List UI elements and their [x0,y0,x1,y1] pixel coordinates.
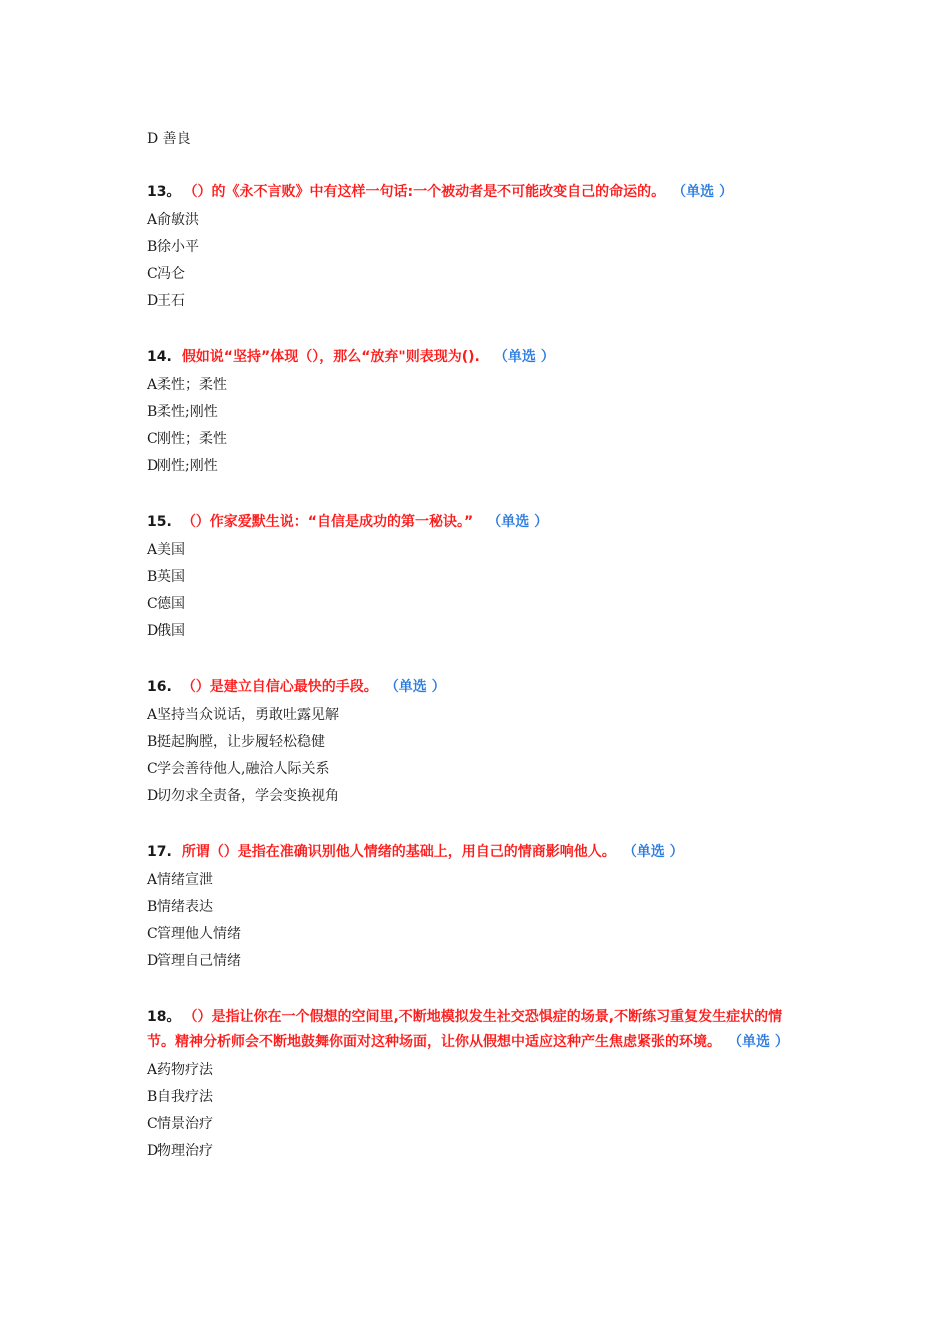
option-b [147,894,807,921]
question-stem [147,840,807,865]
question-text: （）是指让你在一个假想的空间里,不断地模拟发生社交恐惧症的场景,不断练习重复发生症状的情节。精神分析师会不断地鼓舞你面对这种场面，让你从假想中适应这种产生焦虑紧张的环境。 [147,1009,783,1050]
question-text: 假如说“坚持”体现（），那么“放弃"则表现为(). [181,349,480,365]
question-15 [147,510,807,645]
option-text: 情绪宣泄 [157,872,213,888]
question-type-label: （单选 ） [679,184,733,200]
question-type-label: （单选 ） [629,844,684,860]
option-text: 徐小平 [157,239,199,255]
option-letter: A [147,707,158,723]
option-a [147,867,807,894]
question-text: 所谓（）是指在准确识别他人情绪的基础上，用自己的情商影响他人。 [181,844,616,860]
option-text: 刚性；柔性 [157,431,227,447]
question-stem [147,675,807,700]
option-c [147,426,807,453]
question-type-label: （单选 ） [493,349,555,365]
option-a [147,372,807,399]
question-14 [147,345,807,480]
quiz-page [147,128,807,1195]
option-letter: C [147,761,158,777]
option-d [147,948,807,975]
option-text: 管理他人情绪 [157,926,241,942]
question-16 [147,675,807,810]
option-d [147,618,807,645]
option-text: 药物疗法 [157,1062,213,1078]
option-b [147,234,807,261]
option-text: 管理自己情绪 [157,953,241,969]
option-b [147,399,807,426]
option-letter: C [147,926,158,942]
question-stem [147,1005,807,1055]
option-text: 物理治疗 [157,1143,213,1159]
option-d [147,453,807,480]
option-text: 学会善待他人,融洽人际关系 [157,761,330,777]
option-b [147,729,807,756]
option-text: 王石 [157,293,185,309]
option-letter: D [147,1143,159,1159]
option-d [147,288,807,315]
question-17 [147,840,807,975]
option-letter: B [147,899,158,915]
option-text: 德国 [157,596,185,612]
option-c [147,756,807,783]
option-text: 刚性;刚性 [157,458,218,474]
question-stem [147,510,807,535]
option-text: 自我疗法 [157,1089,213,1105]
question-type-label: （单选 ） [735,1034,789,1050]
option-letter: D [147,458,159,474]
question-type-label: （单选 ） [391,679,446,695]
question-number: 17. [147,844,172,860]
option-text: 俄国 [157,623,185,639]
option-letter: B [147,404,158,420]
option-text: 柔性；柔性 [157,377,227,393]
option-c [147,591,807,618]
option-letter: C [147,266,158,282]
question-text: （）作家爱默生说：“自信是成功的第一秘诀。” [181,514,474,530]
option-a [147,207,807,234]
question-text: （）的《永不言败》中有这样一句话:一个被动者是不可能改变自己的命运的。 [190,184,666,200]
option-text: 挺起胸膛，让步履轻松稳健 [157,734,325,750]
option-text: 英国 [157,569,185,585]
option-text: 俞敏洪 [157,212,199,228]
option-c [147,921,807,948]
option-text: 切勿求全责备，学会变换视角 [157,788,339,804]
option-text: 美国 [157,542,185,558]
question-text: （）是建立自信心最快的手段。 [181,679,378,695]
option-letter: D [147,953,159,969]
question-stem [147,180,807,205]
option-text: 情绪表达 [157,899,213,915]
question-number: 13。 [147,184,181,200]
option-text: 冯仑 [157,266,185,282]
option-text: 坚持当众说话，勇敢吐露见解 [157,707,339,723]
option-d [147,1138,807,1165]
question-stem [147,345,807,370]
option-text: 柔性;刚性 [157,404,218,420]
option-letter: B [147,569,158,585]
question-13 [147,180,807,315]
option-letter: A [147,1062,158,1078]
option-letter: C [147,1116,158,1132]
option-a [147,537,807,564]
option-b [147,564,807,591]
option-letter: A [147,542,158,558]
option-d-previous-question: D 善良 [147,131,191,147]
option-c [147,1111,807,1138]
question-number: 18。 [147,1009,181,1025]
question-number: 16. [147,679,172,695]
question-number: 14. [147,349,172,365]
option-a [147,1057,807,1084]
option-letter: A [147,212,158,228]
option-letter: B [147,239,158,255]
option-letter: A [147,872,158,888]
question-number: 15. [147,514,172,530]
question-type-label: （单选 ） [487,514,549,530]
option-b [147,1084,807,1111]
option-letter: B [147,734,158,750]
option-d [147,783,807,810]
option-letter: B [147,1089,158,1105]
option-c [147,261,807,288]
question-18 [147,1005,807,1165]
option-letter: A [147,377,158,393]
option-a [147,702,807,729]
option-letter: C [147,431,158,447]
option-letter: D [147,293,159,309]
option-letter: D [147,788,159,804]
option-letter: C [147,596,158,612]
option-letter: D [147,623,159,639]
option-text: 情景治疗 [157,1116,213,1132]
